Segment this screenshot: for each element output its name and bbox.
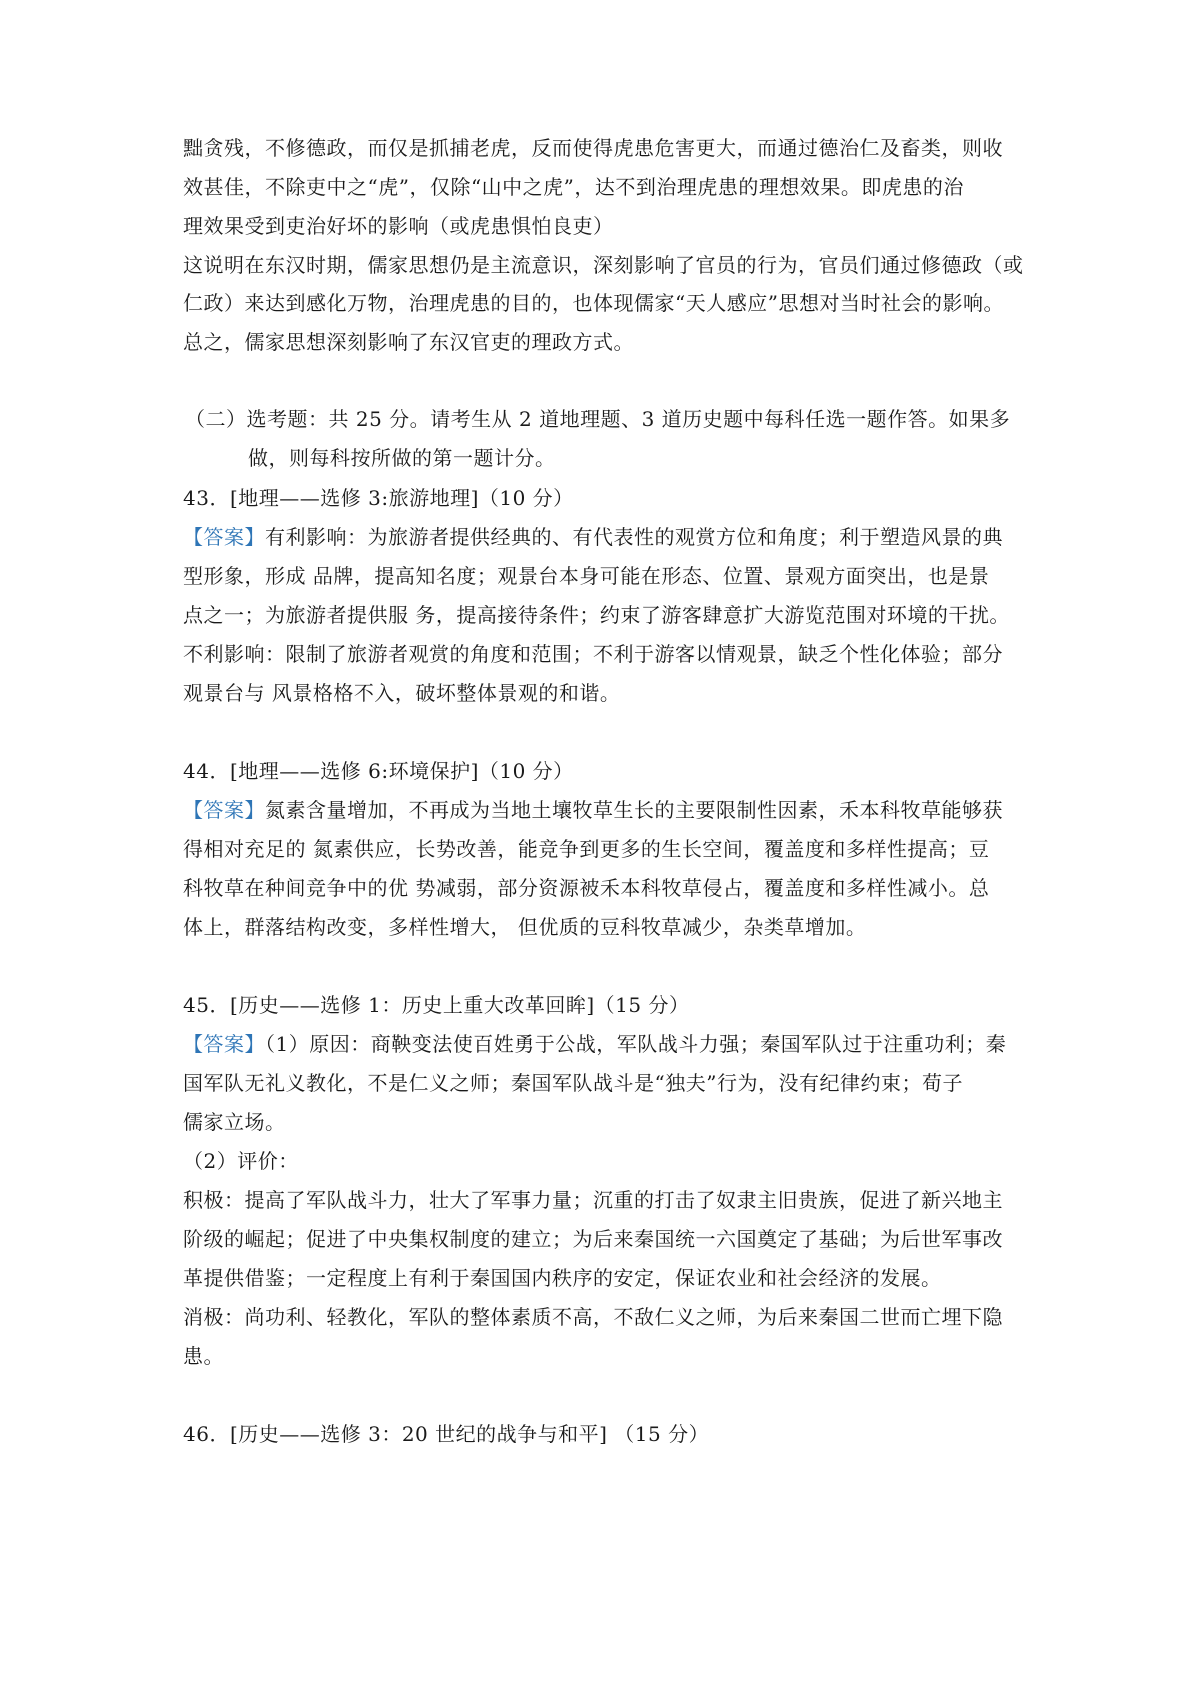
answer-tag: 【答案】 — [183, 525, 265, 549]
intro-line: 效甚佳，不除吏中之“虎”，仅除“山中之虎”，达不到治理虎患的理想效果。即虎患的治 — [183, 175, 964, 199]
intro-line: 这说明在东汉时期，儒家思想仍是主流意识，深刻影响了官员的行为，官员们通过修德政（或 — [183, 253, 1024, 277]
q44-answer-line: 科牧草在种间竞争中的优 势减弱，部分资源被禾本科牧草侵占，覆盖度和多样性减小。总 — [183, 876, 990, 900]
q45-answer-line: 革提供借鉴；一定程度上有利于秦国国内秩序的安定，保证农业和社会经济的发展。 — [183, 1266, 942, 1290]
intro-line: 理效果受到吏治好坏的影响（或虎患惧怕良吏） — [183, 214, 614, 238]
q43-answer-line: 点之一；为旅游者提供服 务，提高接待条件；约束了游客肆意扩大游览范围对环境的干扰。 — [183, 603, 1010, 627]
q43-answer-text: 有利影响：为旅游者提供经典的、有代表性的观赏方位和角度；利于塑造风景的典 — [265, 525, 1003, 549]
q46-heading: 46．[历史——选修 3：20 世纪的战争与和平] （15 分） — [183, 1422, 710, 1446]
q45-answer-line: 消极：尚功利、轻教化，军队的整体素质不高，不敌仁义之师，为后来秦国二世而亡埋下隐 — [183, 1305, 1003, 1329]
q44-answer-line — [183, 796, 1043, 824]
q44-heading: 44．[地理——选修 6:环境保护]（10 分） — [183, 759, 574, 783]
q45-answer-line: 儒家立场。 — [183, 1110, 286, 1134]
q45-answer-line: 阶级的崛起；促进了中央集权制度的建立；为后来秦国统一六国奠定了基础；为后世军事改 — [183, 1227, 1003, 1251]
q45-answer-line: 国军队无礼义教化，不是仁义之师；秦国军队战斗是“独夫”行为，没有纪律约束；荀子 — [183, 1071, 963, 1095]
q43-heading: 43．[地理——选修 3:旅游地理]（10 分） — [183, 486, 574, 510]
q45-answer-line: 积极：提高了军队战斗力，壮大了军事力量；沉重的打击了奴隶主旧贵族，促进了新兴地主 — [183, 1188, 1003, 1212]
answer-tag: 【答案】 — [183, 1032, 265, 1056]
q43-answer-line: 不利影响：限制了旅游者观赏的角度和范围；不利于游客以情观景，缺乏个性化体验；部分 — [183, 642, 1003, 666]
answer-tag: 【答案】 — [183, 798, 265, 822]
intro-line: 总之，儒家思想深刻影响了东汉官吏的理政方式。 — [183, 330, 634, 354]
q43-answer-line — [183, 523, 1043, 551]
intro-line: 仁政）来达到感化万物，治理虎患的目的，也体现儒家“天人感应”思想对当时社会的影响。 — [183, 291, 1004, 315]
section-heading-cont: 做，则每科按所做的第一题计分。 — [248, 446, 556, 470]
q43-answer-line: 型形象，形成 品牌，提高知名度；观景台本身可能在形态、位置、景观方面突出，也是景 — [183, 564, 990, 588]
q44-answer-line: 得相对充足的 氮素供应，长势改善，能竞争到更多的生长空间，覆盖度和多样性提高；豆 — [183, 837, 990, 861]
section-heading: （二）选考题：共 25 分。请考生从 2 道地理题、3 道历史题中每科任选一题作答。如果多 — [185, 407, 1011, 431]
q44-answer-line: 体上，群落结构改变，多样性增大， 但优质的豆科牧草减少，杂类草增加。 — [183, 915, 867, 939]
q45-answer-text: （1）原因：商鞅变法使百姓勇于公战，军队战斗力强；秦国军队过于注重功利；秦 — [265, 1032, 1007, 1056]
q44-answer-text: 氮素含量增加，不再成为当地土壤牧草生长的主要限制性因素，禾本科牧草能够获 — [265, 798, 1003, 822]
q43-answer-line: 观景台与 风景格格不入，破坏整体景观的和谐。 — [183, 681, 621, 705]
q45-heading: 45．[历史——选修 1：历史上重大改革回眸]（15 分） — [183, 993, 690, 1017]
intro-line: 黜贪残，不修德政，而仅是抓捕老虎，反而使得虎患危害更大，而通过德治仁及畜类，则收 — [183, 136, 1003, 160]
q45-answer-line: 患。 — [183, 1344, 224, 1368]
q45-answer-line: （2）评价： — [183, 1149, 299, 1173]
q45-answer-line — [183, 1030, 1043, 1058]
